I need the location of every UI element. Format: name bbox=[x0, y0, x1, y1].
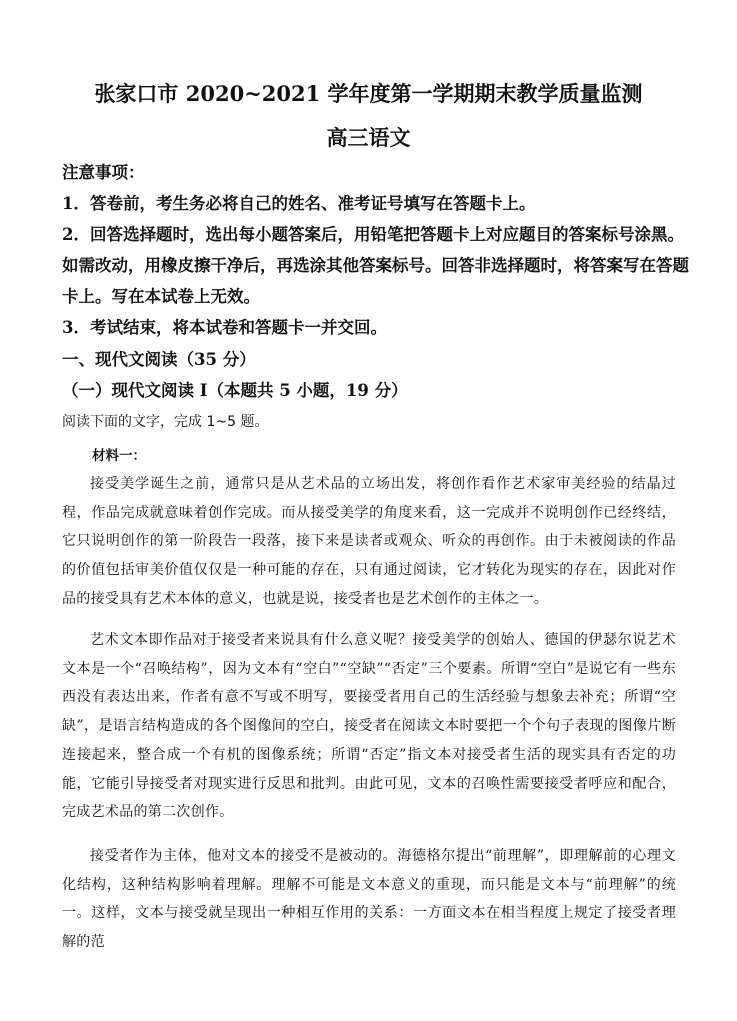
notes-item: 2．回答选择题时，选出每小题答案后，用铅笔把答题卡上对应题目的答案标号涂黑。 bbox=[62, 225, 684, 244]
reading-instruction: 阅读下面的文字，完成 1~5 题。 bbox=[62, 414, 269, 430]
subsection-heading: （一）现代文阅读 I（本题共 5 小题，19 分） bbox=[62, 381, 408, 400]
notes-heading: 注意事项： bbox=[62, 163, 145, 182]
material-paragraph: 接受者作为主体，他对文本的接受不是被动的。海德格尔提出“前理解”，即理解前的心理文化结构，这种结构影响着理解。理解不可能是文本意义的重现，而只能是文本与“前理解”的统一。这样，文本与接受就呈现出一种相互作用的关系：一方面文本在相当程度上规定了接受者理解的范 bbox=[62, 848, 676, 951]
notes-item: 如需改动，用橡皮擦干净后，再选涂其他答案标号。回答非选择题时，将答案写在答题 bbox=[62, 256, 689, 275]
notes-item: 卡上。写在本试卷上无效。 bbox=[62, 287, 260, 306]
notes-item: 3．考试结束，将本试卷和答题卡一并交回。 bbox=[62, 318, 387, 337]
notes-item: 1．答卷前，考生务必将自己的姓名、准考证号填写在答题卡上。 bbox=[62, 194, 536, 213]
material-paragraph: 接受美学诞生之前，通常只是从艺术品的立场出发，将创作看作艺术家审美经验的结晶过程，作品完成就意味着创作完成。而从接受美学的角度来看，这一完成并不说明创作已经终结，它只说明创作的第一阶段告一段落，接下来是读者或观众、听众的再创作。由于未被阅读的作品的价值包括审美价值仅仅是一种可能的存在，只有通过阅读，它才转化为现实的存在，因此对作品的接受具有艺术本体的意义，也就是说，接受者也是艺术创作的主体之一。 bbox=[62, 476, 676, 607]
material-paragraph: 艺术文本即作品对于接受者来说具有什么意义呢？接受美学的创始人、德国的伊瑟尔说艺术文本是一个“召唤结构”，因为文本有“空白”“空缺”“否定”三个要素。所谓“空白”是说它有一些东西没有表达出来，作者有意不写或不明写，要接受者用自己的生活经验与想象去补充；所谓“空缺”，是语言结构造成的各个图像间的空白，接受者在阅读文本时要把一个个句子表现的图像片断连接起来，整合成一个有机的图像系统；所谓“否定”指文本对接受者生活的现实具有否定的功能，它能引导接受者对现实进行反思和批判。由此可见，文本的召唤性需要接受者呼应和配合，完成艺术品的第二次创作。 bbox=[62, 632, 676, 821]
exam-subject: 高三语文 bbox=[326, 125, 411, 150]
section-heading: 一、现代文阅读（35 分） bbox=[62, 350, 256, 369]
exam-title: 张家口市 2020~2021 学年度第一学期期末教学质量监测 bbox=[94, 81, 643, 106]
material-label: 材料一： bbox=[92, 448, 146, 464]
